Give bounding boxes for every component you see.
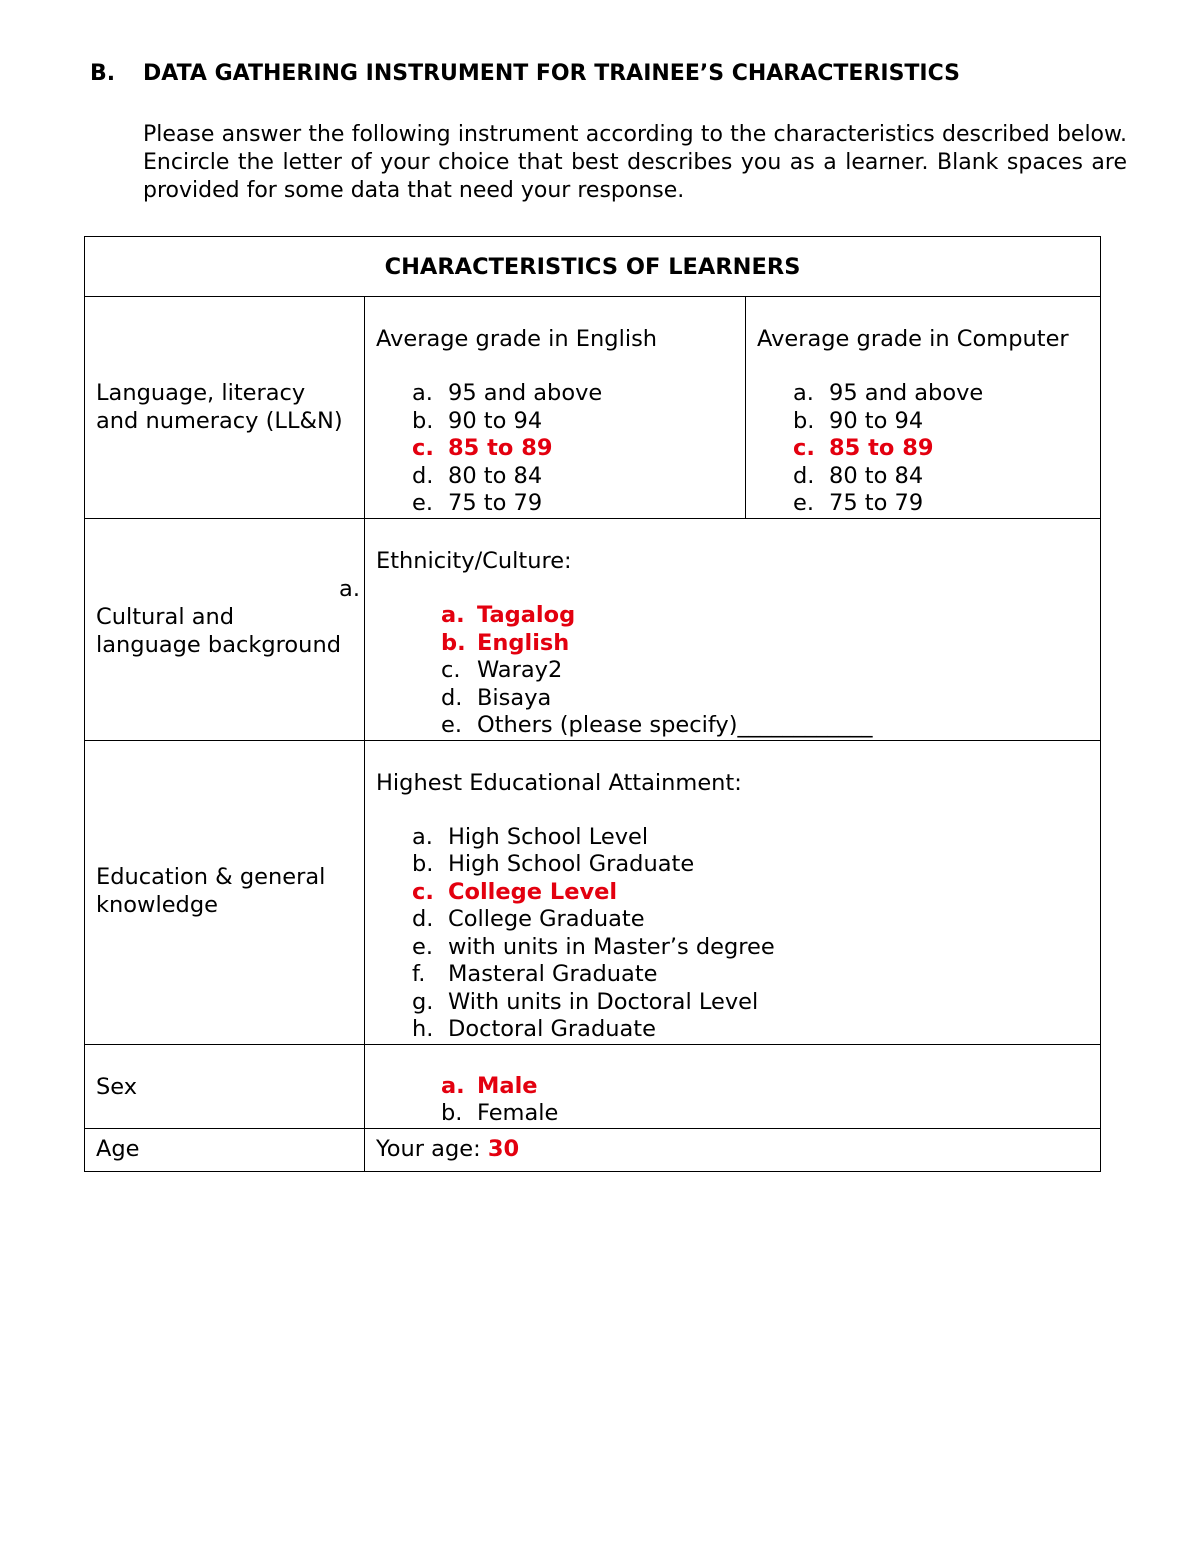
section-letter: B. (90, 61, 116, 86)
row-label-culture: a. Cultural and language background (85, 519, 365, 741)
option-letter: b. (441, 629, 466, 656)
stray-letter: a. (339, 576, 360, 602)
education-option[interactable] (412, 879, 1100, 907)
age-value[interactable]: 30 (487, 1135, 520, 1162)
education-option[interactable] (412, 824, 1100, 852)
option-text: 85 to 89 (448, 435, 553, 461)
option-text: With units in Doctoral Level (448, 988, 759, 1015)
option-letter: d. (412, 462, 434, 489)
education-options (365, 824, 1100, 1044)
ethnicity-option[interactable] (441, 712, 1100, 740)
ethnicity-option[interactable] (441, 685, 1100, 713)
option-text: Waray2 (477, 657, 563, 683)
option-letter: d. (793, 462, 815, 489)
option-text: High School Graduate (448, 851, 695, 877)
option-text: 75 to 79 (448, 490, 543, 516)
section-heading (90, 61, 960, 86)
option-text: College Level (448, 878, 618, 905)
computer-grade-cell[interactable] (746, 297, 1101, 519)
table-row-education (85, 740, 1101, 1044)
option-text: High School Level (448, 823, 649, 850)
option-text: English (477, 629, 570, 656)
age-prompt: Your age: (376, 1135, 488, 1162)
option-letter: a. (412, 823, 433, 850)
option-text: 75 to 79 (829, 490, 924, 516)
option-letter: h. (412, 1016, 434, 1042)
option-text: Bisaya (477, 684, 552, 711)
option-text: 85 to 89 (829, 435, 934, 461)
ethnicity-cell[interactable] (365, 519, 1101, 741)
option-letter: a. (441, 1072, 465, 1099)
computer-grade-question: Average grade in Computer (757, 326, 1069, 352)
option-letter: a. (412, 380, 433, 406)
computer-grade-options (746, 380, 1100, 518)
table-title-row (85, 237, 1101, 297)
education-question: Highest Educational Attainment: (376, 769, 742, 796)
option-text: Tagalog (477, 602, 576, 628)
option-text: Masteral Graduate (448, 961, 658, 987)
english-option[interactable] (412, 435, 745, 463)
computer-option[interactable] (793, 463, 1100, 491)
row-label-education: Education & general knowledge (85, 740, 365, 1044)
english-option[interactable] (412, 408, 745, 436)
education-option[interactable] (412, 906, 1100, 934)
row-label-lln: Language, literacy and numeracy (LL&N) (85, 297, 365, 519)
education-cell[interactable] (365, 740, 1101, 1044)
education-option[interactable] (412, 989, 1100, 1017)
option-text: 80 to 84 (448, 462, 543, 489)
option-letter: e. (412, 933, 433, 960)
option-letter: c. (793, 435, 815, 461)
section-title: DATA GATHERING INSTRUMENT FOR TRAINEE’S CHARACTERISTICS (143, 61, 961, 86)
option-text: 90 to 94 (448, 407, 543, 434)
option-letter: a. (793, 380, 814, 406)
table-row-culture (85, 519, 1101, 741)
age-cell[interactable] (365, 1128, 1101, 1171)
option-text: 90 to 94 (829, 407, 924, 434)
option-letter: a. (441, 602, 465, 628)
learner-characteristics-table (84, 236, 1101, 1172)
ethnicity-option[interactable] (441, 602, 1100, 630)
option-letter: e. (793, 490, 814, 516)
english-option[interactable] (412, 463, 745, 491)
sex-cell[interactable] (365, 1044, 1101, 1128)
row-label-sex: Sex (85, 1044, 365, 1128)
option-letter: c. (412, 878, 434, 905)
sex-options (365, 1073, 1100, 1128)
option-letter: g. (412, 988, 434, 1015)
english-option[interactable] (412, 380, 745, 408)
option-letter: c. (441, 657, 461, 683)
sex-option[interactable] (441, 1100, 1100, 1128)
english-grade-cell[interactable] (365, 297, 746, 519)
option-text: 80 to 84 (829, 462, 924, 489)
option-letter: e. (412, 490, 433, 516)
ethnicity-option[interactable] (441, 630, 1100, 658)
education-option[interactable] (412, 851, 1100, 879)
row-label-age: Age (85, 1128, 365, 1171)
english-option[interactable] (412, 490, 745, 518)
ethnicity-options (365, 602, 1100, 740)
option-text: Others (please specify)____________ (477, 712, 873, 738)
computer-option[interactable] (793, 490, 1100, 518)
table-row-age (85, 1128, 1101, 1171)
option-letter: d. (412, 906, 434, 932)
instructions-paragraph: Please answer the following instrument according to the characteristics described below. Encircle the letter of your choice that best describes you as a learner. Blank spaces are provided for some data that need your response. (143, 122, 1127, 203)
option-text: Doctoral Graduate (448, 1016, 656, 1042)
computer-option[interactable] (793, 408, 1100, 436)
option-text: 95 and above (829, 380, 984, 406)
option-text: Male (477, 1072, 538, 1099)
option-text: College Graduate (448, 906, 645, 932)
table-row-lln (85, 297, 1101, 519)
option-letter: d. (441, 684, 463, 711)
option-text: Female (477, 1100, 559, 1126)
computer-option[interactable] (793, 435, 1100, 463)
option-letter: b. (793, 407, 815, 434)
ethnicity-question: Ethnicity/Culture: (376, 548, 572, 574)
sex-option[interactable] (441, 1073, 1100, 1101)
computer-option[interactable] (793, 380, 1100, 408)
option-letter: c. (412, 435, 434, 461)
option-text: with units in Master’s degree (448, 933, 775, 960)
option-letter: b. (412, 407, 434, 434)
table-row-sex (85, 1044, 1101, 1128)
education-option[interactable] (412, 961, 1100, 989)
option-letter: e. (441, 712, 462, 738)
ethnicity-option[interactable] (441, 657, 1100, 685)
option-letter: b. (412, 851, 434, 877)
education-option[interactable] (412, 934, 1100, 962)
table-title: CHARACTERISTICS OF LEARNERS (85, 237, 1101, 297)
option-text: 95 and above (448, 380, 603, 406)
option-letter: b. (441, 1100, 463, 1126)
english-grade-question: Average grade in English (376, 326, 658, 352)
option-letter: f. (412, 961, 426, 987)
english-grade-options (365, 380, 745, 518)
education-option[interactable] (412, 1016, 1100, 1044)
